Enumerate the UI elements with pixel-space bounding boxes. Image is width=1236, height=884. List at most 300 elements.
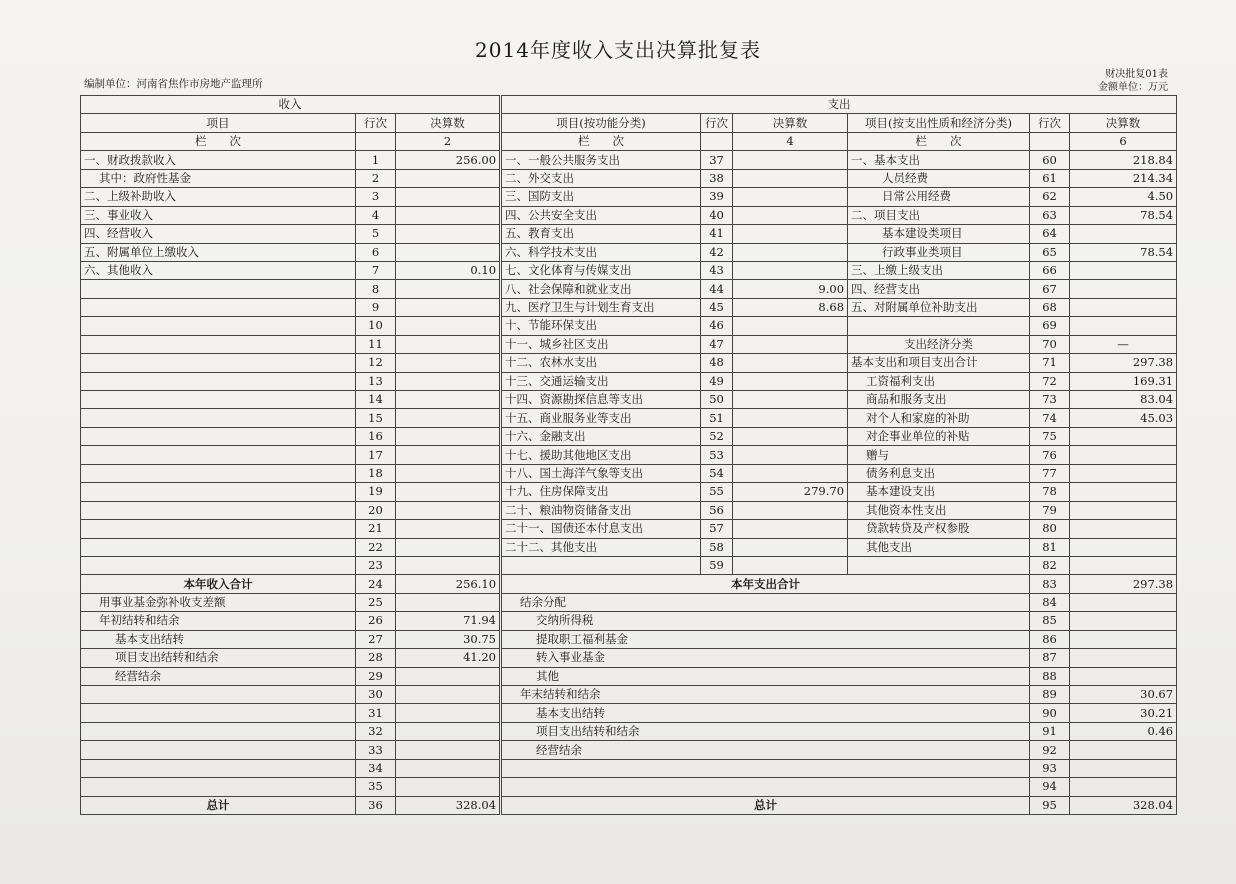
income-item <box>81 280 356 298</box>
income-item <box>81 538 356 556</box>
income-item <box>81 391 356 409</box>
income-amount <box>396 759 501 777</box>
income-amount <box>396 243 501 261</box>
income-item: 本年收入合计 <box>81 575 356 593</box>
func-amount: 9.00 <box>733 280 848 298</box>
econ-line-no: 95 <box>1030 796 1070 814</box>
econ-expense-item <box>848 317 1030 335</box>
table-row <box>81 243 1177 261</box>
income-amount <box>396 372 501 390</box>
income-line-no: 22 <box>356 538 396 556</box>
econ-amount <box>1070 225 1177 243</box>
income-amount <box>396 538 501 556</box>
income-item <box>81 354 356 372</box>
econ-amount: 328.04 <box>1070 796 1177 814</box>
income-amount <box>396 446 501 464</box>
income-amount <box>396 188 501 206</box>
econ-expense-item: 日常公用经费 <box>848 188 1030 206</box>
econ-expense-item: 对个人和家庭的补助 <box>848 409 1030 427</box>
table-row <box>81 188 1177 206</box>
expense-item: 交纳所得税 <box>501 612 1030 630</box>
col-number: 2 <box>396 132 501 150</box>
econ-expense-item: 工资福利支出 <box>848 372 1030 390</box>
income-line-no: 10 <box>356 317 396 335</box>
func-amount <box>733 243 848 261</box>
func-expense-item: 十五、商业服务业等支出 <box>501 409 701 427</box>
income-line-no: 35 <box>356 778 396 796</box>
econ-line-no: 84 <box>1030 593 1070 611</box>
func-amount <box>733 169 848 187</box>
econ-amount <box>1070 538 1177 556</box>
econ-amount <box>1070 261 1177 279</box>
table-row <box>81 722 1177 740</box>
expense-item: 经营结余 <box>501 741 1030 759</box>
col-number: 6 <box>1070 132 1177 150</box>
econ-amount <box>1070 593 1177 611</box>
col-label: 栏 次 <box>81 132 356 150</box>
table-row <box>81 464 1177 482</box>
econ-expense-item <box>848 556 1030 574</box>
table-row <box>81 354 1177 372</box>
econ-line-no: 64 <box>1030 225 1070 243</box>
func-line-no: 53 <box>701 446 733 464</box>
table-row <box>81 298 1177 316</box>
econ-expense-item: 赠与 <box>848 446 1030 464</box>
econ-line-no: 68 <box>1030 298 1070 316</box>
func-expense-item <box>501 556 701 574</box>
econ-line-no: 60 <box>1030 151 1070 169</box>
func-line-no: 38 <box>701 169 733 187</box>
econ-amount <box>1070 520 1177 538</box>
econ-line-no: 61 <box>1030 169 1070 187</box>
econ-expense-item: 基本建设类项目 <box>848 225 1030 243</box>
table-row <box>81 446 1177 464</box>
func-line-no: 56 <box>701 501 733 519</box>
func-expense-item: 九、医疗卫生与计划生育支出 <box>501 298 701 316</box>
expense-item: 项目支出结转和结余 <box>501 722 1030 740</box>
func-line-no: 52 <box>701 427 733 445</box>
func-line-no: 37 <box>701 151 733 169</box>
func-expense-item: 五、教育支出 <box>501 225 701 243</box>
income-item: 经营结余 <box>81 667 356 685</box>
table-row <box>81 409 1177 427</box>
econ-amount <box>1070 612 1177 630</box>
econ-amount <box>1070 778 1177 796</box>
table-row <box>81 759 1177 777</box>
income-amount <box>396 778 501 796</box>
econ-amount <box>1070 759 1177 777</box>
col-amount: 决算数 <box>1070 114 1177 132</box>
func-line-no: 49 <box>701 372 733 390</box>
income-line-no: 33 <box>356 741 396 759</box>
income-line-no: 1 <box>356 151 396 169</box>
income-line-no: 30 <box>356 686 396 704</box>
econ-amount: 78.54 <box>1070 206 1177 224</box>
func-amount <box>733 556 848 574</box>
expense-item: 基本支出结转 <box>501 704 1030 722</box>
income-line-no: 2 <box>356 169 396 187</box>
econ-line-no: 77 <box>1030 464 1070 482</box>
econ-line-no: 71 <box>1030 354 1070 372</box>
income-item: 四、经营收入 <box>81 225 356 243</box>
income-line-no: 6 <box>356 243 396 261</box>
income-item <box>81 317 356 335</box>
col-label: 栏 次 <box>501 132 701 150</box>
income-line-no: 25 <box>356 593 396 611</box>
income-item <box>81 501 356 519</box>
table-row <box>81 151 1177 169</box>
func-amount <box>733 188 848 206</box>
expense-item <box>501 778 1030 796</box>
econ-amount <box>1070 630 1177 648</box>
income-item: 基本支出结转 <box>81 630 356 648</box>
col-line-no: 行次 <box>1030 114 1070 132</box>
income-amount <box>396 686 501 704</box>
income-amount <box>396 354 501 372</box>
econ-expense-item: 五、对附属单位补助支出 <box>848 298 1030 316</box>
income-item: 一、财政拨款收入 <box>81 151 356 169</box>
func-line-no: 43 <box>701 261 733 279</box>
econ-line-no: 90 <box>1030 704 1070 722</box>
func-line-no: 59 <box>701 556 733 574</box>
econ-amount <box>1070 446 1177 464</box>
income-line-no: 15 <box>356 409 396 427</box>
func-amount <box>733 446 848 464</box>
econ-line-no: 69 <box>1030 317 1070 335</box>
income-line-no: 27 <box>356 630 396 648</box>
income-amount: 256.10 <box>396 575 501 593</box>
expense-item: 转入事业基金 <box>501 649 1030 667</box>
table-row <box>81 520 1177 538</box>
income-item: 用事业基金弥补收支差额 <box>81 593 356 611</box>
econ-line-no: 94 <box>1030 778 1070 796</box>
income-item: 项目支出结转和结余 <box>81 649 356 667</box>
income-item <box>81 686 356 704</box>
table-row <box>81 335 1177 353</box>
income-amount: 41.20 <box>396 649 501 667</box>
income-amount <box>396 722 501 740</box>
header-row-3 <box>81 132 1177 150</box>
income-amount <box>396 335 501 353</box>
income-line-no: 17 <box>356 446 396 464</box>
econ-expense-item: 人员经费 <box>848 169 1030 187</box>
table-row <box>81 206 1177 224</box>
income-amount <box>396 206 501 224</box>
econ-expense-item: 其他支出 <box>848 538 1030 556</box>
income-item: 六、其他收入 <box>81 261 356 279</box>
income-item <box>81 409 356 427</box>
expense-item: 提取职工福利基金 <box>501 630 1030 648</box>
econ-amount <box>1070 464 1177 482</box>
econ-line-no: 83 <box>1030 575 1070 593</box>
func-line-no: 51 <box>701 409 733 427</box>
func-amount <box>733 317 848 335</box>
income-header: 收入 <box>81 96 501 114</box>
func-amount <box>733 427 848 445</box>
econ-expense-item: 一、基本支出 <box>848 151 1030 169</box>
func-amount <box>733 520 848 538</box>
col-econ-item: 项目(按支出性质和经济分类) <box>848 114 1030 132</box>
econ-line-no: 65 <box>1030 243 1070 261</box>
col-line-no: 行次 <box>356 114 396 132</box>
econ-line-no: 80 <box>1030 520 1070 538</box>
table-row <box>81 778 1177 796</box>
econ-expense-item: 商品和服务支出 <box>848 391 1030 409</box>
econ-line-no: 91 <box>1030 722 1070 740</box>
expense-item: 本年支出合计 <box>501 575 1030 593</box>
func-expense-item: 二十一、国债还本付息支出 <box>501 520 701 538</box>
expense-item <box>501 759 1030 777</box>
econ-amount: 30.21 <box>1070 704 1177 722</box>
econ-amount <box>1070 649 1177 667</box>
func-expense-item: 十七、援助其他地区支出 <box>501 446 701 464</box>
income-item <box>81 372 356 390</box>
table-row <box>81 372 1177 390</box>
table-row <box>81 317 1177 335</box>
income-amount: 0.10 <box>396 261 501 279</box>
econ-expense-item: 其他资本性支出 <box>848 501 1030 519</box>
income-item <box>81 556 356 574</box>
func-expense-item: 一、一般公共服务支出 <box>501 151 701 169</box>
func-amount <box>733 501 848 519</box>
func-expense-item: 十三、交通运输支出 <box>501 372 701 390</box>
table-row <box>81 630 1177 648</box>
func-expense-item: 八、社会保障和就业支出 <box>501 280 701 298</box>
econ-line-no: 79 <box>1030 501 1070 519</box>
econ-amount <box>1070 427 1177 445</box>
income-amount <box>396 298 501 316</box>
income-item <box>81 446 356 464</box>
income-item <box>81 759 356 777</box>
income-amount <box>396 409 501 427</box>
econ-amount <box>1070 280 1177 298</box>
econ-amount <box>1070 483 1177 501</box>
income-line-no: 31 <box>356 704 396 722</box>
econ-amount: 218.84 <box>1070 151 1177 169</box>
table-row <box>81 796 1177 814</box>
expense-item: 年末结转和结余 <box>501 686 1030 704</box>
col-number: 4 <box>733 132 848 150</box>
econ-line-no: 63 <box>1030 206 1070 224</box>
econ-line-no: 67 <box>1030 280 1070 298</box>
func-amount <box>733 206 848 224</box>
income-item: 其中：政府性基金 <box>81 169 356 187</box>
econ-amount: 83.04 <box>1070 391 1177 409</box>
table-row <box>81 593 1177 611</box>
income-line-no: 28 <box>356 649 396 667</box>
col-amount: 决算数 <box>396 114 501 132</box>
expense-item: 结余分配 <box>501 593 1030 611</box>
table-row <box>81 686 1177 704</box>
income-amount: 30.75 <box>396 630 501 648</box>
econ-amount <box>1070 741 1177 759</box>
func-line-no: 45 <box>701 298 733 316</box>
table-row <box>81 280 1177 298</box>
header-row-1 <box>81 96 1177 114</box>
econ-amount: 30.67 <box>1070 686 1177 704</box>
econ-amount <box>1070 298 1177 316</box>
func-expense-item: 十二、农林水支出 <box>501 354 701 372</box>
income-item <box>81 298 356 316</box>
income-item <box>81 520 356 538</box>
econ-line-no: 88 <box>1030 667 1070 685</box>
income-line-no: 20 <box>356 501 396 519</box>
econ-expense-item: 对企事业单位的补贴 <box>848 427 1030 445</box>
table-row <box>81 612 1177 630</box>
func-expense-item: 七、文化体育与传媒支出 <box>501 261 701 279</box>
form-info <box>1098 68 1168 94</box>
income-amount <box>396 317 501 335</box>
income-item <box>81 335 356 353</box>
income-amount: 328.04 <box>396 796 501 814</box>
income-line-no: 12 <box>356 354 396 372</box>
income-item: 总计 <box>81 796 356 814</box>
econ-amount <box>1070 667 1177 685</box>
income-amount <box>396 520 501 538</box>
income-item <box>81 483 356 501</box>
func-line-no: 40 <box>701 206 733 224</box>
income-amount: 256.00 <box>396 151 501 169</box>
econ-line-no: 70 <box>1030 335 1070 353</box>
table-row <box>81 483 1177 501</box>
econ-expense-item: 支出经济分类 <box>848 335 1030 353</box>
col-func-item: 项目(按功能分类) <box>501 114 701 132</box>
income-line-no: 11 <box>356 335 396 353</box>
econ-line-no: 93 <box>1030 759 1070 777</box>
func-amount <box>733 225 848 243</box>
func-amount <box>733 372 848 390</box>
econ-line-no: 75 <box>1030 427 1070 445</box>
income-line-no: 5 <box>356 225 396 243</box>
func-expense-item: 十九、住房保障支出 <box>501 483 701 501</box>
func-expense-item: 十、节能环保支出 <box>501 317 701 335</box>
table-row <box>81 391 1177 409</box>
expense-item: 总计 <box>501 796 1030 814</box>
table-row <box>81 169 1177 187</box>
econ-amount: 169.31 <box>1070 372 1177 390</box>
econ-amount <box>1070 501 1177 519</box>
econ-amount <box>1070 317 1177 335</box>
income-item <box>81 778 356 796</box>
table-row <box>81 667 1177 685</box>
table-row <box>81 538 1177 556</box>
econ-expense-item: 二、项目支出 <box>848 206 1030 224</box>
func-line-no: 47 <box>701 335 733 353</box>
func-line-no: 48 <box>701 354 733 372</box>
income-amount <box>396 464 501 482</box>
income-amount <box>396 556 501 574</box>
func-line-no: 42 <box>701 243 733 261</box>
income-amount <box>396 667 501 685</box>
table-row <box>81 427 1177 445</box>
econ-line-no: 89 <box>1030 686 1070 704</box>
income-amount <box>396 427 501 445</box>
econ-expense-item: 行政事业类项目 <box>848 243 1030 261</box>
econ-expense-item: 贷款转贷及产权参股 <box>848 520 1030 538</box>
income-amount <box>396 280 501 298</box>
func-amount <box>733 464 848 482</box>
income-item <box>81 704 356 722</box>
econ-line-no: 72 <box>1030 372 1070 390</box>
form-number: 财决批复01表 <box>1105 69 1168 80</box>
func-expense-item: 六、科学技术支出 <box>501 243 701 261</box>
econ-amount: 78.54 <box>1070 243 1177 261</box>
col-label: 栏 次 <box>848 132 1030 150</box>
income-line-no: 7 <box>356 261 396 279</box>
econ-line-no: 66 <box>1030 261 1070 279</box>
income-line-no: 8 <box>356 280 396 298</box>
budget-table <box>80 95 1177 815</box>
income-line-no: 26 <box>356 612 396 630</box>
func-line-no: 58 <box>701 538 733 556</box>
econ-line-no: 82 <box>1030 556 1070 574</box>
income-line-no: 16 <box>356 427 396 445</box>
econ-amount: 45.03 <box>1070 409 1177 427</box>
col-item: 项目 <box>81 114 356 132</box>
expense-header: 支出 <box>501 96 1177 114</box>
func-amount <box>733 151 848 169</box>
func-expense-item: 二十二、其他支出 <box>501 538 701 556</box>
func-expense-item: 二、外交支出 <box>501 169 701 187</box>
income-line-no: 32 <box>356 722 396 740</box>
func-line-no: 44 <box>701 280 733 298</box>
income-line-no: 24 <box>356 575 396 593</box>
income-item <box>81 741 356 759</box>
income-amount <box>396 169 501 187</box>
income-item <box>81 464 356 482</box>
func-amount <box>733 354 848 372</box>
income-amount <box>396 483 501 501</box>
income-amount <box>396 391 501 409</box>
func-expense-item: 十八、国土海洋气象等支出 <box>501 464 701 482</box>
econ-line-no: 73 <box>1030 391 1070 409</box>
income-amount <box>396 741 501 759</box>
func-amount: 8.68 <box>733 298 848 316</box>
func-amount <box>733 538 848 556</box>
expense-item: 其他 <box>501 667 1030 685</box>
func-expense-item: 三、国防支出 <box>501 188 701 206</box>
econ-expense-item: 基本建设支出 <box>848 483 1030 501</box>
func-expense-item: 二十、粮油物资储备支出 <box>501 501 701 519</box>
func-line-no: 55 <box>701 483 733 501</box>
income-line-no: 3 <box>356 188 396 206</box>
econ-amount: 297.38 <box>1070 575 1177 593</box>
func-expense-item: 十四、资源勘探信息等支出 <box>501 391 701 409</box>
table-row <box>81 501 1177 519</box>
table-row <box>81 741 1177 759</box>
income-item: 年初结转和结余 <box>81 612 356 630</box>
table-row <box>81 704 1177 722</box>
income-line-no: 14 <box>356 391 396 409</box>
econ-expense-item: 三、上缴上级支出 <box>848 261 1030 279</box>
table-row <box>81 225 1177 243</box>
func-line-no: 54 <box>701 464 733 482</box>
table-row <box>81 556 1177 574</box>
econ-amount: — <box>1070 335 1177 353</box>
income-line-no: 29 <box>356 667 396 685</box>
income-amount: 71.94 <box>396 612 501 630</box>
income-amount <box>396 593 501 611</box>
econ-line-no: 74 <box>1030 409 1070 427</box>
income-amount <box>396 501 501 519</box>
econ-amount: 0.46 <box>1070 722 1177 740</box>
header-row-2 <box>81 114 1177 132</box>
func-line-no: 39 <box>701 188 733 206</box>
econ-amount <box>1070 556 1177 574</box>
func-amount <box>733 335 848 353</box>
table-row <box>81 575 1177 593</box>
income-line-no: 9 <box>356 298 396 316</box>
